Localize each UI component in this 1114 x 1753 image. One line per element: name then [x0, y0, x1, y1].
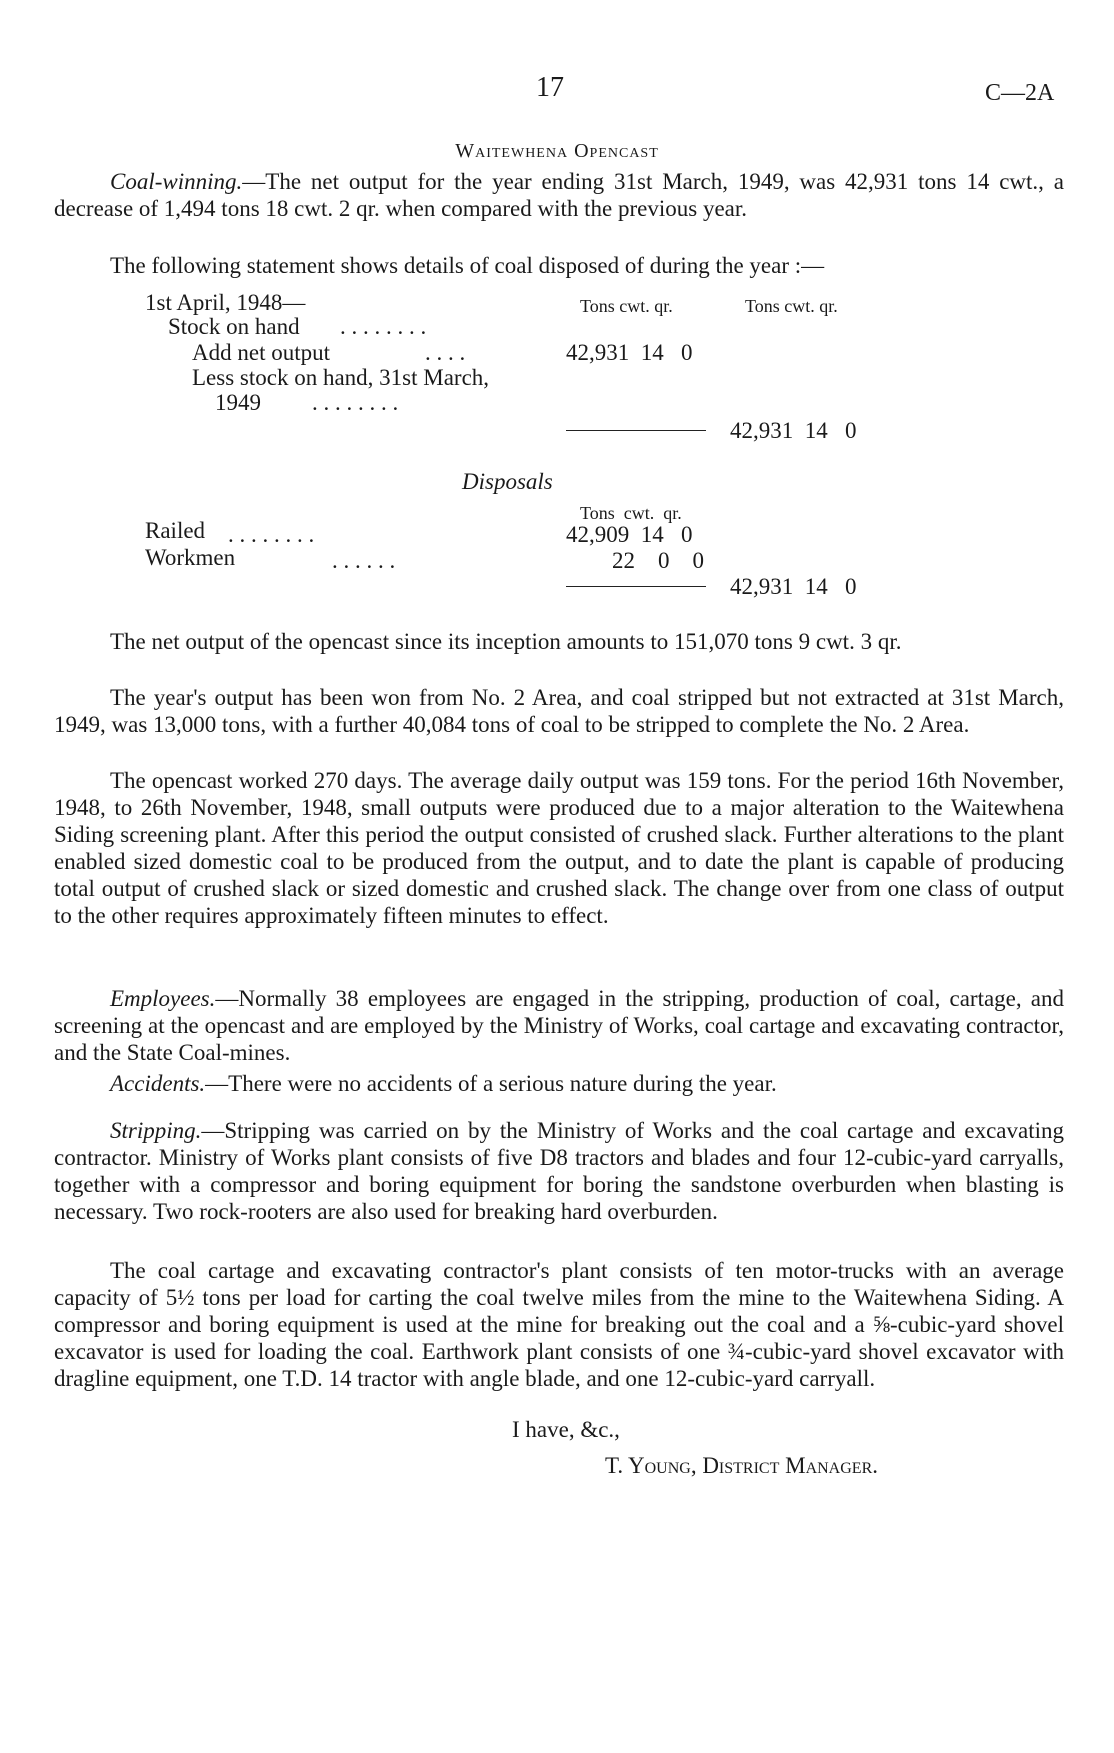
workmen-value: 22 0 0 [612, 548, 704, 573]
disposals-subtotal-rule [566, 586, 706, 587]
coal-winning-text: —The net output for the year ending 31st March, 1949, was 42,931 tons 14 cwt., a decrease of 1,494 tons 18 cwt. 2 qr. when compared with the previous year. [54, 169, 1064, 221]
railed-dots: . . . . . . . . [228, 522, 315, 547]
stock-on-hand-label: Stock on hand [168, 314, 300, 339]
railed-value: 42,909 14 0 [566, 522, 693, 547]
workmen-label: Workmen [145, 545, 236, 570]
statement-intro: The following statement shows details of coal disposed of during the year :— [110, 253, 825, 278]
net-output-paragraph: The net output of the opencast since its inception amounts to 151,070 tons 9 cwt. 3 qr. [110, 629, 902, 654]
year-1949-label: 1949 [215, 390, 261, 415]
signature-line: T. Young, District Manager. [605, 1453, 878, 1478]
stripping-paragraph [54, 1117, 1064, 1225]
disposals-col-headers: Tons cwt. qr. [580, 503, 682, 523]
employees-heading: Employees. [110, 986, 216, 1011]
coal-winning-heading: Coal-winning. [110, 169, 243, 194]
days-paragraph: The opencast worked 270 days. The average daily output was 159 tons. For the period 16th November, 1948, to 26th November, 1948, small outputs were produced due to a major alteration to the Waitewhena Siding screening plant. After this period the output consisted of crushed slack. Further alterations to the plant enabled sized domestic coal to be produced from the output, and to date the plant is capable of producing total output of crushed slack or sized domestic and crushed slack. The change over from one class of output to the other requires approximately fifteen minutes to effect. [54, 768, 1064, 928]
coal-winning-paragraph [54, 168, 1064, 222]
year-dots: . . . . . . . . [312, 390, 399, 415]
contractor-paragraph: The coal cartage and excavating contractor's plant consists of ten motor-trucks with an average capacity of 5½ tons per load for carting the coal twelve miles from the mine to the Waitewhena Siding. A compressor and boring equipment is used at the mine for breaking out the coal and a ⅝-cubic-yard shovel excavator is used for loading the coal. Earthwork plant consists of one ¾-cubic-yard shovel excavator with dragline equipment, one T.D. 14 tractor with angle blade, and one 12-cubic-yard carryall. [54, 1258, 1064, 1391]
add-net-output-value: 42,931 14 0 [566, 340, 693, 365]
area-paragraph: The year's output has been won from No. 2 Area, and coal stripped but not extracted at 31st March, 1949, was 13,000 tons, with a further 40,084 tons of coal to be stripped to complete the No. 2 Area. [54, 685, 1064, 737]
page-number: 17 [536, 72, 564, 103]
accidents-text: —There were no accidents of a serious nature during the year. [205, 1071, 777, 1096]
accidents-paragraph [54, 1070, 1064, 1097]
statement-date-label: 1st April, 1948— [145, 290, 306, 315]
section-title: Waitewhena Opencast [455, 140, 659, 162]
add-net-output-label: Add net output [192, 340, 330, 365]
railed-label: Railed [145, 518, 206, 543]
statement-subtotal-rule [566, 430, 706, 431]
stock-dots: . . . . . . . . [340, 314, 427, 339]
employees-text: —Normally 38 employees are engaged in the stripping, production of coal, cartage, and screening at the opencast and are employed by the Ministry of Works, coal cartage and excavating contractor, and the State Coal-mines. [54, 986, 1064, 1065]
disposals-total: 42,931 14 0 [730, 574, 857, 599]
statement-col-headers-2: Tons cwt. qr. [745, 296, 838, 316]
document-reference: C—2A [985, 80, 1055, 106]
statement-col-headers-1: Tons cwt. qr. [580, 296, 673, 316]
add-dots: . . . . [425, 340, 466, 365]
disposals-heading: Disposals [462, 469, 553, 494]
stripping-heading: Stripping. [110, 1118, 202, 1143]
workmen-dots: . . . . . . [332, 548, 396, 573]
accidents-heading: Accidents. [110, 1071, 206, 1096]
less-stock-label: Less stock on hand, 31st March, [192, 365, 490, 390]
closing-line: I have, &c., [512, 1417, 620, 1442]
employees-paragraph [54, 985, 1064, 1066]
stripping-text: —Stripping was carried on by the Ministry of Works and the coal cartage and excavating contractor. Ministry of Works plant consists of five D8 tractors and blades and four 12-cubic-yard carryalls, together with a compressor and boring equipment for boring the sandstone overburden when blasting is necessary. Two rock-rooters are also used for breaking hard overburden. [54, 1118, 1064, 1224]
statement-total: 42,931 14 0 [730, 418, 857, 443]
